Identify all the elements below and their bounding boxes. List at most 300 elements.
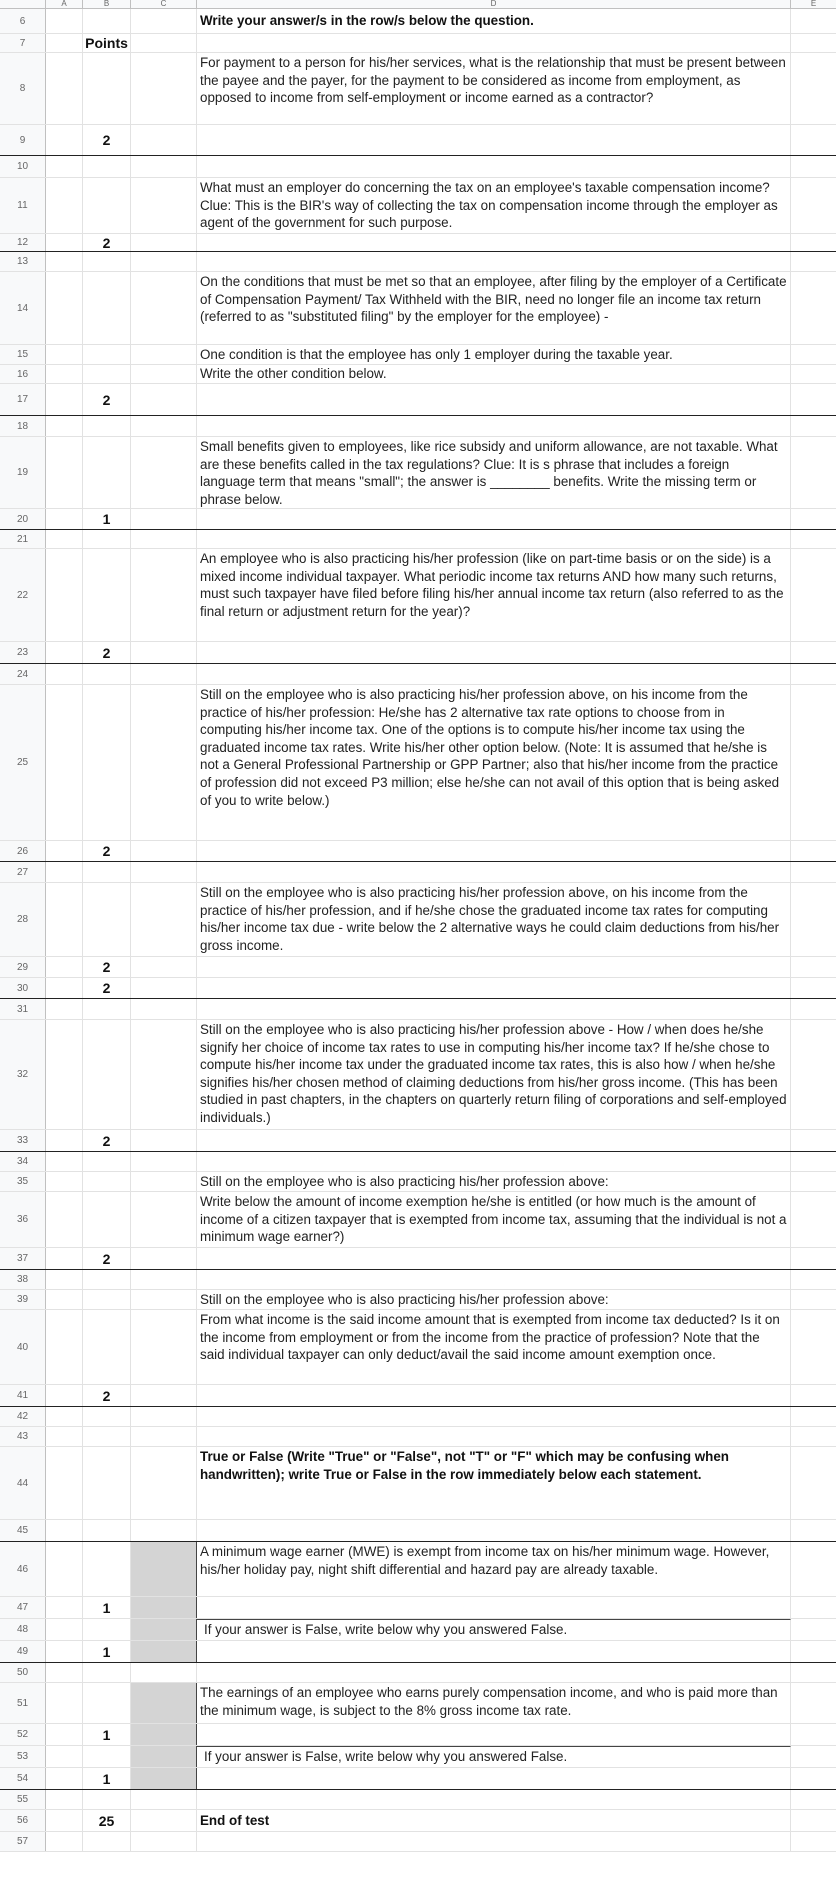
row-number[interactable]: 26	[0, 841, 46, 861]
cell-c[interactable]	[131, 549, 197, 641]
cell-e[interactable]	[791, 9, 836, 33]
cell-e[interactable]	[791, 416, 836, 436]
cell-b[interactable]	[83, 1290, 131, 1309]
row-number[interactable]: 33	[0, 1130, 46, 1151]
cell-a[interactable]	[46, 1310, 83, 1384]
cell-a[interactable]	[46, 272, 83, 344]
cell-e[interactable]	[791, 178, 836, 233]
row-number[interactable]: 34	[0, 1152, 46, 1171]
cell-e[interactable]	[791, 53, 836, 124]
question-cell[interactable]	[197, 1683, 791, 1723]
cell-c[interactable]	[131, 1542, 197, 1596]
cell-b[interactable]	[83, 156, 131, 177]
column-header-b[interactable]: B	[83, 0, 131, 8]
cell-c[interactable]	[131, 1385, 197, 1406]
row-number[interactable]: 24	[0, 664, 46, 684]
cell-b[interactable]	[83, 1542, 131, 1596]
points-cell[interactable]: 2	[83, 1130, 131, 1151]
cell-a[interactable]	[46, 1832, 83, 1851]
cell-a[interactable]	[46, 530, 83, 548]
cell-c[interactable]	[131, 234, 197, 251]
cell-a[interactable]	[46, 345, 83, 364]
row-number[interactable]: 50	[0, 1663, 46, 1682]
column-header-d[interactable]: D	[197, 0, 791, 8]
row-number[interactable]: 46	[0, 1542, 46, 1596]
cell-a[interactable]	[46, 53, 83, 124]
points-cell[interactable]: Points	[83, 34, 131, 52]
cell-a[interactable]	[46, 1790, 83, 1809]
cell-e[interactable]	[791, 883, 836, 956]
cell-c[interactable]	[131, 1520, 197, 1541]
cell-e[interactable]	[791, 384, 836, 415]
cell-e[interactable]	[791, 1427, 836, 1446]
cell-a[interactable]	[46, 841, 83, 861]
cell-e[interactable]	[791, 999, 836, 1019]
cell-a[interactable]	[46, 509, 83, 529]
cell-c[interactable]	[131, 1192, 197, 1247]
question-cell[interactable]	[197, 1290, 791, 1309]
cell-c[interactable]	[131, 1641, 197, 1662]
cell-c[interactable]	[131, 384, 197, 415]
cell-e[interactable]	[791, 1385, 836, 1406]
cell-b[interactable]	[83, 1152, 131, 1171]
row-number[interactable]: 13	[0, 252, 46, 271]
cell-a[interactable]	[46, 642, 83, 663]
answer-cell[interactable]	[197, 416, 791, 436]
row-number[interactable]: 23	[0, 642, 46, 663]
row-number[interactable]: 54	[0, 1768, 46, 1789]
answer-cell[interactable]	[197, 34, 791, 52]
cell-a[interactable]	[46, 957, 83, 977]
cell-e[interactable]	[791, 549, 836, 641]
points-cell[interactable]: 2	[83, 1248, 131, 1269]
column-header-e[interactable]: E	[810, 0, 817, 8]
answer-cell[interactable]	[197, 957, 791, 977]
answer-cell[interactable]	[197, 252, 791, 271]
cell-a[interactable]	[46, 1385, 83, 1406]
question-cell[interactable]	[197, 53, 791, 124]
question-cell[interactable]	[197, 1310, 791, 1384]
answer-cell[interactable]	[197, 234, 791, 251]
cell-e[interactable]	[791, 272, 836, 344]
row-number[interactable]: 7	[0, 34, 46, 52]
row-number[interactable]: 55	[0, 1790, 46, 1809]
row-number[interactable]: 27	[0, 862, 46, 882]
cell-b[interactable]	[83, 53, 131, 124]
cell-e[interactable]	[791, 1542, 836, 1596]
cell-e[interactable]	[791, 957, 836, 977]
cell-e[interactable]	[791, 1130, 836, 1151]
cell-c[interactable]	[131, 437, 197, 508]
cell-e[interactable]	[791, 1152, 836, 1171]
row-number[interactable]: 57	[0, 1832, 46, 1851]
cell-a[interactable]	[46, 1542, 83, 1596]
cell-c[interactable]	[131, 1746, 197, 1767]
row-number[interactable]: 28	[0, 883, 46, 956]
row-number[interactable]: 36	[0, 1192, 46, 1247]
cell-e[interactable]	[791, 642, 836, 663]
points-cell[interactable]: 2	[83, 384, 131, 415]
question-cell[interactable]	[197, 685, 791, 840]
row-number[interactable]: 56	[0, 1810, 46, 1831]
cell-b[interactable]	[83, 1663, 131, 1682]
cell-a[interactable]	[46, 1520, 83, 1541]
cell-e[interactable]	[791, 1290, 836, 1309]
cell-e[interactable]	[791, 1310, 836, 1384]
answer-cell[interactable]	[197, 1130, 791, 1151]
cell-a[interactable]	[46, 1152, 83, 1171]
row-number[interactable]: 25	[0, 685, 46, 840]
cell-e[interactable]	[791, 1520, 836, 1541]
cell-c[interactable]	[131, 664, 197, 684]
question-cell[interactable]	[197, 437, 791, 508]
cell-a[interactable]	[46, 1597, 83, 1618]
question-cell[interactable]	[197, 883, 791, 956]
cell-a[interactable]	[46, 1724, 83, 1745]
answer-cell[interactable]	[197, 1768, 791, 1789]
row-number[interactable]: 53	[0, 1746, 46, 1767]
row-number[interactable]: 18	[0, 416, 46, 436]
row-number[interactable]: 43	[0, 1427, 46, 1446]
cell-b[interactable]	[83, 1020, 131, 1129]
answer-cell[interactable]	[197, 1641, 791, 1662]
cell-a[interactable]	[46, 34, 83, 52]
points-cell[interactable]: 2	[83, 1385, 131, 1406]
cell-e[interactable]	[791, 978, 836, 998]
points-cell[interactable]: 1	[83, 509, 131, 529]
row-number[interactable]: 42	[0, 1407, 46, 1426]
cell-e[interactable]	[791, 1407, 836, 1426]
row-number[interactable]: 9	[0, 125, 46, 155]
cell-a[interactable]	[46, 1290, 83, 1309]
points-cell[interactable]: 2	[83, 125, 131, 155]
cell-a[interactable]	[46, 1130, 83, 1151]
cell-e[interactable]	[791, 1597, 836, 1618]
question-cell[interactable]	[197, 1447, 791, 1519]
answer-cell[interactable]	[197, 1597, 791, 1618]
cell-a[interactable]	[46, 1192, 83, 1247]
cell-c[interactable]	[131, 642, 197, 663]
cell-e[interactable]	[791, 530, 836, 548]
row-number[interactable]: 40	[0, 1310, 46, 1384]
question-cell[interactable]	[197, 365, 791, 383]
row-number[interactable]: 29	[0, 957, 46, 977]
cell-c[interactable]	[131, 272, 197, 344]
cell-e[interactable]	[791, 509, 836, 529]
cell-b[interactable]	[83, 1832, 131, 1851]
cell-b[interactable]	[83, 1683, 131, 1723]
answer-cell[interactable]	[197, 1832, 791, 1851]
cell-a[interactable]	[46, 999, 83, 1019]
cell-b[interactable]	[83, 365, 131, 383]
row-number[interactable]: 52	[0, 1724, 46, 1745]
cell-c[interactable]	[131, 53, 197, 124]
cell-a[interactable]	[46, 416, 83, 436]
question-cell[interactable]	[197, 1619, 791, 1640]
cell-b[interactable]	[83, 1172, 131, 1191]
answer-cell[interactable]	[197, 1520, 791, 1541]
cell-a[interactable]	[46, 1663, 83, 1682]
row-number[interactable]: 51	[0, 1683, 46, 1723]
cell-a[interactable]	[46, 234, 83, 251]
answer-cell[interactable]	[197, 125, 791, 155]
answer-cell[interactable]	[197, 1790, 791, 1809]
points-cell[interactable]: 2	[83, 234, 131, 251]
question-cell[interactable]	[197, 1020, 791, 1129]
answer-cell[interactable]	[197, 862, 791, 882]
points-cell[interactable]: 2	[83, 841, 131, 861]
cell-e[interactable]	[791, 1746, 836, 1767]
cell-a[interactable]	[46, 156, 83, 177]
cell-e[interactable]	[791, 841, 836, 861]
answer-cell[interactable]	[197, 1270, 791, 1289]
column-header-a[interactable]: A	[46, 0, 83, 8]
answer-cell[interactable]	[197, 978, 791, 998]
cell-b[interactable]	[83, 549, 131, 641]
answer-cell[interactable]	[197, 1407, 791, 1426]
cell-c[interactable]	[131, 9, 197, 33]
cell-c[interactable]	[131, 1447, 197, 1519]
cell-a[interactable]	[46, 1746, 83, 1767]
row-number[interactable]: 22	[0, 549, 46, 641]
answer-cell[interactable]	[197, 664, 791, 684]
points-cell[interactable]: 1	[83, 1724, 131, 1745]
cell-c[interactable]	[131, 978, 197, 998]
cell-c[interactable]	[131, 1724, 197, 1745]
question-cell[interactable]	[197, 1746, 791, 1767]
cell-c[interactable]	[131, 1832, 197, 1851]
answer-cell[interactable]	[197, 1663, 791, 1682]
cell-b[interactable]	[83, 1427, 131, 1446]
cell-c[interactable]	[131, 156, 197, 177]
row-number[interactable]: 49	[0, 1641, 46, 1662]
cell-b[interactable]	[83, 416, 131, 436]
cell-c[interactable]	[131, 862, 197, 882]
cell-b[interactable]	[83, 999, 131, 1019]
cell-e[interactable]	[791, 1248, 836, 1269]
row-number[interactable]: 41	[0, 1385, 46, 1406]
row-number[interactable]: 14	[0, 272, 46, 344]
answer-cell[interactable]	[197, 384, 791, 415]
cell-b[interactable]	[83, 1746, 131, 1767]
cell-e[interactable]	[791, 1641, 836, 1662]
answer-cell[interactable]	[197, 1152, 791, 1171]
cell-c[interactable]	[131, 1248, 197, 1269]
row-number[interactable]: 12	[0, 234, 46, 251]
answer-cell[interactable]	[197, 1248, 791, 1269]
cell-c[interactable]	[131, 509, 197, 529]
cell-c[interactable]	[131, 365, 197, 383]
cell-a[interactable]	[46, 1768, 83, 1789]
cell-a[interactable]	[46, 384, 83, 415]
answer-cell[interactable]	[197, 1427, 791, 1446]
cell-c[interactable]	[131, 999, 197, 1019]
row-number[interactable]: 47	[0, 1597, 46, 1618]
row-number[interactable]: 32	[0, 1020, 46, 1129]
cell-a[interactable]	[46, 365, 83, 383]
cell-b[interactable]	[83, 1790, 131, 1809]
answer-cell[interactable]	[197, 841, 791, 861]
cell-b[interactable]	[83, 1619, 131, 1640]
cell-c[interactable]	[131, 416, 197, 436]
cell-a[interactable]	[46, 252, 83, 271]
cell-c[interactable]	[131, 1130, 197, 1151]
row-number[interactable]: 16	[0, 365, 46, 383]
cell-b[interactable]	[83, 437, 131, 508]
cell-e[interactable]	[791, 1172, 836, 1191]
cell-c[interactable]	[131, 1663, 197, 1682]
answer-cell[interactable]	[197, 1724, 791, 1745]
question-cell[interactable]	[197, 1172, 791, 1191]
points-cell[interactable]: 1	[83, 1768, 131, 1789]
cell-a[interactable]	[46, 1270, 83, 1289]
cell-b[interactable]	[83, 664, 131, 684]
cell-e[interactable]	[791, 437, 836, 508]
cell-a[interactable]	[46, 1020, 83, 1129]
question-cell[interactable]	[197, 345, 791, 364]
cell-b[interactable]	[83, 1447, 131, 1519]
cell-a[interactable]	[46, 125, 83, 155]
cell-a[interactable]	[46, 1641, 83, 1662]
cell-e[interactable]	[791, 1663, 836, 1682]
cell-c[interactable]	[131, 1152, 197, 1171]
cell-b[interactable]	[83, 345, 131, 364]
select-all-corner[interactable]	[0, 0, 46, 8]
cell-e[interactable]	[791, 1447, 836, 1519]
question-cell[interactable]	[197, 549, 791, 641]
question-cell[interactable]	[197, 9, 791, 33]
cell-e[interactable]	[791, 1790, 836, 1809]
cell-c[interactable]	[131, 345, 197, 364]
cell-a[interactable]	[46, 685, 83, 840]
cell-b[interactable]	[83, 685, 131, 840]
cell-c[interactable]	[131, 530, 197, 548]
cell-b[interactable]	[83, 1520, 131, 1541]
row-number[interactable]: 21	[0, 530, 46, 548]
cell-a[interactable]	[46, 883, 83, 956]
cell-c[interactable]	[131, 1427, 197, 1446]
row-number[interactable]: 30	[0, 978, 46, 998]
row-number[interactable]: 19	[0, 437, 46, 508]
cell-c[interactable]	[131, 252, 197, 271]
cell-c[interactable]	[131, 1020, 197, 1129]
cell-c[interactable]	[131, 1270, 197, 1289]
cell-b[interactable]	[83, 1407, 131, 1426]
cell-a[interactable]	[46, 1683, 83, 1723]
cell-a[interactable]	[46, 1447, 83, 1519]
cell-b[interactable]	[83, 1270, 131, 1289]
cell-e[interactable]	[791, 1768, 836, 1789]
cell-c[interactable]	[131, 1407, 197, 1426]
cell-e[interactable]	[791, 1192, 836, 1247]
points-cell[interactable]: 2	[83, 642, 131, 663]
cell-e[interactable]	[791, 1724, 836, 1745]
cell-a[interactable]	[46, 664, 83, 684]
points-cell[interactable]: 2	[83, 957, 131, 977]
answer-cell[interactable]	[197, 156, 791, 177]
cell-b[interactable]	[83, 883, 131, 956]
cell-b[interactable]	[83, 530, 131, 548]
row-number[interactable]: 15	[0, 345, 46, 364]
cell-a[interactable]	[46, 862, 83, 882]
answer-cell[interactable]	[197, 642, 791, 663]
cell-b[interactable]	[83, 272, 131, 344]
answer-cell[interactable]	[197, 999, 791, 1019]
cell-e[interactable]	[791, 862, 836, 882]
cell-e[interactable]	[791, 345, 836, 364]
cell-a[interactable]	[46, 9, 83, 33]
cell-b[interactable]	[83, 252, 131, 271]
cell-c[interactable]	[131, 125, 197, 155]
question-cell[interactable]	[197, 1810, 791, 1831]
cell-e[interactable]	[791, 1270, 836, 1289]
cell-a[interactable]	[46, 1810, 83, 1831]
row-number[interactable]: 20	[0, 509, 46, 529]
answer-cell[interactable]	[197, 509, 791, 529]
row-number[interactable]: 44	[0, 1447, 46, 1519]
cell-c[interactable]	[131, 178, 197, 233]
cell-e[interactable]	[791, 234, 836, 251]
row-number[interactable]: 39	[0, 1290, 46, 1309]
cell-c[interactable]	[131, 1597, 197, 1618]
cell-c[interactable]	[131, 1310, 197, 1384]
cell-e[interactable]	[791, 1020, 836, 1129]
cell-e[interactable]	[791, 1619, 836, 1640]
row-number[interactable]: 38	[0, 1270, 46, 1289]
cell-a[interactable]	[46, 1248, 83, 1269]
row-number[interactable]: 37	[0, 1248, 46, 1269]
question-cell[interactable]	[197, 1542, 791, 1596]
cell-a[interactable]	[46, 978, 83, 998]
cell-e[interactable]	[791, 156, 836, 177]
cell-c[interactable]	[131, 957, 197, 977]
points-cell[interactable]: 2	[83, 978, 131, 998]
cell-e[interactable]	[791, 252, 836, 271]
cell-e[interactable]	[791, 1683, 836, 1723]
cell-a[interactable]	[46, 549, 83, 641]
cell-c[interactable]	[131, 1290, 197, 1309]
cell-c[interactable]	[131, 841, 197, 861]
row-number[interactable]: 11	[0, 178, 46, 233]
cell-e[interactable]	[791, 685, 836, 840]
cell-e[interactable]	[791, 34, 836, 52]
cell-c[interactable]	[131, 1768, 197, 1789]
cell-c[interactable]	[131, 1810, 197, 1831]
answer-cell[interactable]	[197, 530, 791, 548]
row-number[interactable]: 45	[0, 1520, 46, 1541]
column-header-c[interactable]: C	[131, 0, 197, 8]
cell-b[interactable]	[83, 9, 131, 33]
cell-c[interactable]	[131, 1172, 197, 1191]
row-number[interactable]: 6	[0, 9, 46, 33]
cell-e[interactable]	[791, 365, 836, 383]
row-number[interactable]: 17	[0, 384, 46, 415]
answer-cell[interactable]	[197, 1385, 791, 1406]
cell-a[interactable]	[46, 178, 83, 233]
cell-a[interactable]	[46, 437, 83, 508]
points-cell[interactable]: 25	[83, 1810, 131, 1831]
cell-c[interactable]	[131, 1683, 197, 1723]
cell-b[interactable]	[83, 1310, 131, 1384]
cell-e[interactable]	[791, 1810, 836, 1831]
points-cell[interactable]: 1	[83, 1597, 131, 1618]
cell-c[interactable]	[131, 883, 197, 956]
question-cell[interactable]	[197, 272, 791, 344]
cell-c[interactable]	[131, 34, 197, 52]
row-number[interactable]: 48	[0, 1619, 46, 1640]
cell-b[interactable]	[83, 178, 131, 233]
question-cell[interactable]	[197, 1192, 791, 1247]
